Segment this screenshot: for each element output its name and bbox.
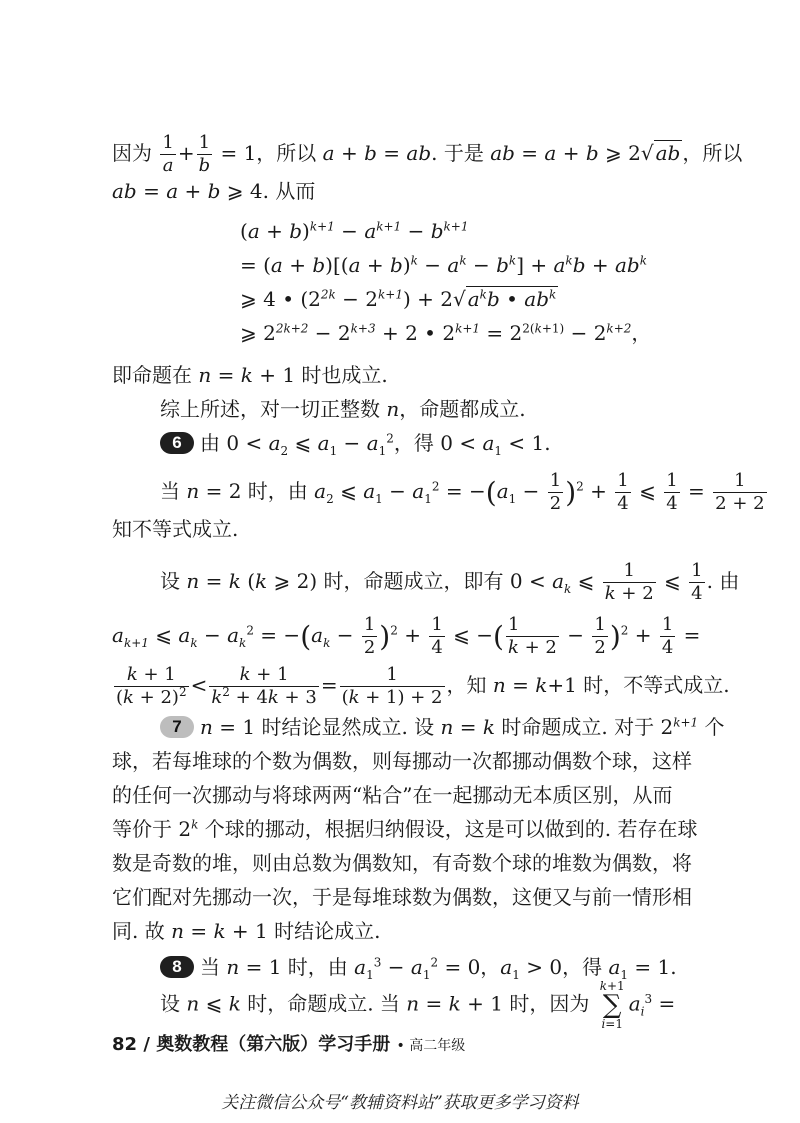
text-line: 同. 故 n = k + 1 时结论成立. xyxy=(112,919,381,943)
text-line: 的任何一次挪动与将球两两“粘合”在一起挪动无本质区别，从而 xyxy=(112,783,673,807)
text-line: 7 n = 1 时结论显然成立. 设 n = k 时命题成立. 对于 $2^{k+1}$ 个 xyxy=(160,712,700,742)
footer-separator: / xyxy=(143,1034,150,1055)
problem-number-badge: 7 xyxy=(160,716,194,738)
text-line: 等价于 2$^k$ 个球的挪动，根据归纳假设，这是可以做到的. 若存在球 xyxy=(112,817,698,841)
text-line: ab = a + b ⩾ 4. 从而 xyxy=(112,179,316,203)
text-line: 综上所述，对一切正整数 n，命题都成立. xyxy=(160,397,526,421)
text-line: 它们配对先挪动一次，于是每堆球数为偶数，这便又与前一情形相 xyxy=(112,885,692,909)
text-line: $\frac{k + 1}{(k + 2)^2}$ < $\frac{k + 1}{k^2 + 4k + 3}$ = $\frac{1}{(k + 1) + 2}$ ，知 n = k+1 时，不等式成立. xyxy=(116,664,730,708)
text-line: 8 当 n = 1 时，由 $a_1^3 - a_1^2 = 0$，$a_1 > 0$，得 $a_1 = 1$. xyxy=(160,952,700,982)
watermark-text: 关注微信公众号“教辅资料站”获取更多学习资料 xyxy=(221,1093,579,1113)
page-number: 82 xyxy=(112,1034,138,1055)
text-line: 球，若每堆球的个数为偶数，则每挪动一次都挪动偶数个球，这样 xyxy=(112,749,692,773)
equation-line: ⩾ $2^{2k+2} - 2^{k+3} + 2$ • $2^{k+1} = 2^{2(k+1)} - 2^{k+2}$， xyxy=(240,321,652,345)
equation-line: = $(a + b)[(a + b)^k - a^k - b^k] + a^kb + ab^k$ xyxy=(240,253,647,277)
problem-number-badge: 6 xyxy=(160,432,194,454)
book-title: 奥数教程（第六版）学习手册 xyxy=(156,1034,391,1055)
text-line: 设 n = k (k ⩾ 2) 时，命题成立，即有 $0 < a_k$ ⩽ $\frac{1}{k + 2}$ ⩽ $\frac{1}{4}$ . 由 xyxy=(160,560,740,604)
text-line: 6 由 $0 < a_2$ ⩽ $a_1 - a_1^2$，得 $0 < a_1 < 1$. xyxy=(160,428,700,458)
text-line: 数是奇数的堆，则由总数为偶数知，有奇数个球的堆数为偶数，将 xyxy=(112,851,692,875)
text-line: $a_{k+1}$ ⩽ $a_k - a_k^2 = -(a_k$ − $\frac{1}{2}$ )$^2$ + $\frac{1}{4}$ ⩽ −( $\frac{1}{k + 2}$ − $\frac{1}{2}$ )$^2$ + $\frac{1}{4}$ = xyxy=(112,614,701,658)
problem-number-badge: 8 xyxy=(160,956,194,978)
text-line: 即命题在 n = k + 1 时也成立. xyxy=(112,363,388,387)
text-line: 知不等式成立. xyxy=(112,517,239,541)
equation-line: $(a + b)^{k+1} - a^{k+1} - b^{k+1}$ xyxy=(240,219,469,243)
page-footer xyxy=(112,1030,465,1056)
text-line: 当 n = 2 时，由 $a_2$ ⩽ $a_1 - a_1^2 = -(a_1$ − $\frac{1}{2}$ )$^2$ + $\frac{1}{4}$ ⩽ $\frac{1}{4}$ = $\frac{1}{2 + 2}$ xyxy=(160,470,765,514)
text-line: 因为 $\frac{1}{a}$ + $\frac{1}{b}$ = 1，所以 a + b = ab. 于是 ab = a + b ⩾ 2√ ab ，所以 xyxy=(112,132,743,176)
equation-line: ⩾ 4 • $(2^{2k} - 2^{k+1}) + 2√$ $a^kb$ • $ab^k$ xyxy=(240,287,557,311)
grade-label: • 高二年级 xyxy=(396,1038,466,1054)
text-line: 设 n ⩽ k 时，命题成立. 当 n = k + 1 时，因为 k+1 ∑ $i=1a_i^3$ = xyxy=(160,979,676,1031)
